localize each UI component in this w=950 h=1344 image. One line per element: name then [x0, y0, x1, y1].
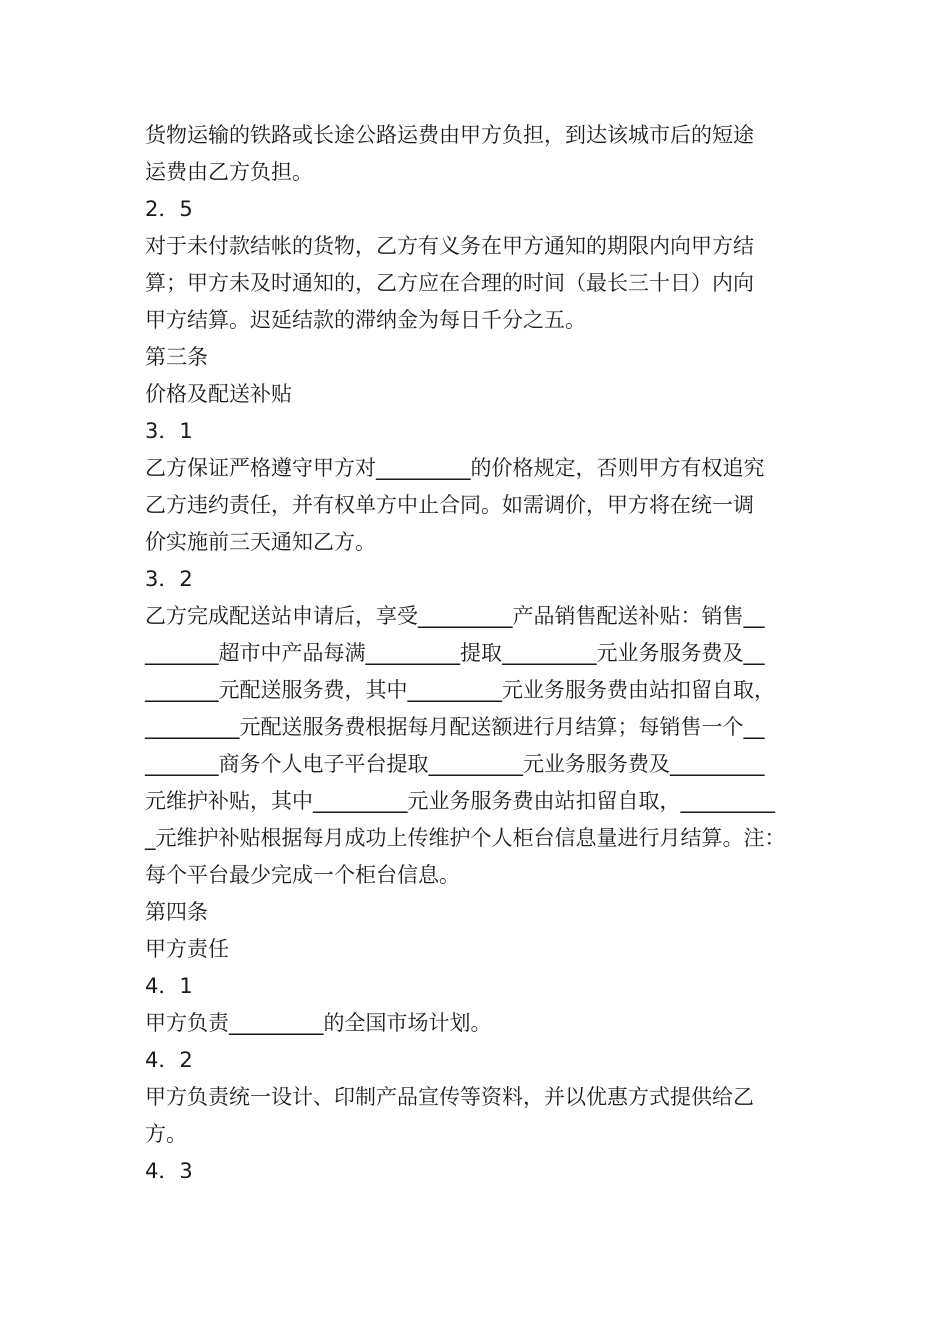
document-body	[145, 117, 810, 1190]
article-heading: 第四条	[145, 900, 208, 924]
text-line: 元维护补贴，其中_________元业务服务费由站扣留自取，_________	[145, 789, 775, 813]
clause-number: 4．3	[145, 1159, 193, 1183]
text-line: 货物运输的铁路或长途公路运费由甲方负担，到达该城市后的短途	[145, 123, 754, 147]
text-line: 运费由乙方负担。	[145, 160, 313, 184]
clause-number: 2．5	[145, 197, 193, 221]
text-line: 乙方完成配送站申请后，享受_________产品销售配送补贴：销售__	[145, 604, 765, 628]
article-title: 价格及配送补贴	[145, 382, 292, 406]
text-line: _元维护补贴根据每月成功上传维护个人柜台信息量进行月结算。注：	[145, 826, 786, 850]
text-line: _______元配送服务费，其中_________元业务服务费由站扣留自取，	[145, 678, 775, 702]
text-line: _________元配送服务费根据每月配送额进行月结算；每销售一个__	[145, 715, 765, 739]
text-line: _______超市中产品每满_________提取_________元业务服务费及__	[145, 641, 765, 665]
clause-number: 3．1	[145, 419, 193, 443]
text-line: 乙方保证严格遵守甲方对_________的价格规定，否则甲方有权追究	[145, 456, 765, 480]
clause-number: 3．2	[145, 567, 193, 591]
text-line: 乙方违约责任，并有权单方中止合同。如需调价，甲方将在统一调	[145, 493, 754, 517]
text-line: 甲方结算。迟延结款的滞纳金为每日千分之五。	[145, 308, 586, 332]
article-heading: 第三条	[145, 345, 208, 369]
text-line: 价实施前三天通知乙方。	[145, 530, 376, 554]
text-line: 每个平台最少完成一个柜台信息。	[145, 863, 460, 887]
text-line: 甲方负责统一设计、印制产品宣传等资料，并以优惠方式提供给乙	[145, 1085, 754, 1109]
text-line: 算；甲方未及时通知的，乙方应在合理的时间（最长三十日）内向	[145, 271, 754, 295]
clause-number: 4．2	[145, 1048, 193, 1072]
article-title: 甲方责任	[145, 937, 229, 961]
text-line: 甲方负责_________的全国市场计划。	[145, 1011, 492, 1035]
text-line: 对于未付款结帐的货物，乙方有义务在甲方通知的期限内向甲方结	[145, 234, 754, 258]
text-line: _______商务个人电子平台提取_________元业务服务费及_________	[145, 752, 765, 776]
clause-number: 4．1	[145, 974, 193, 998]
text-line: 方。	[145, 1122, 187, 1146]
